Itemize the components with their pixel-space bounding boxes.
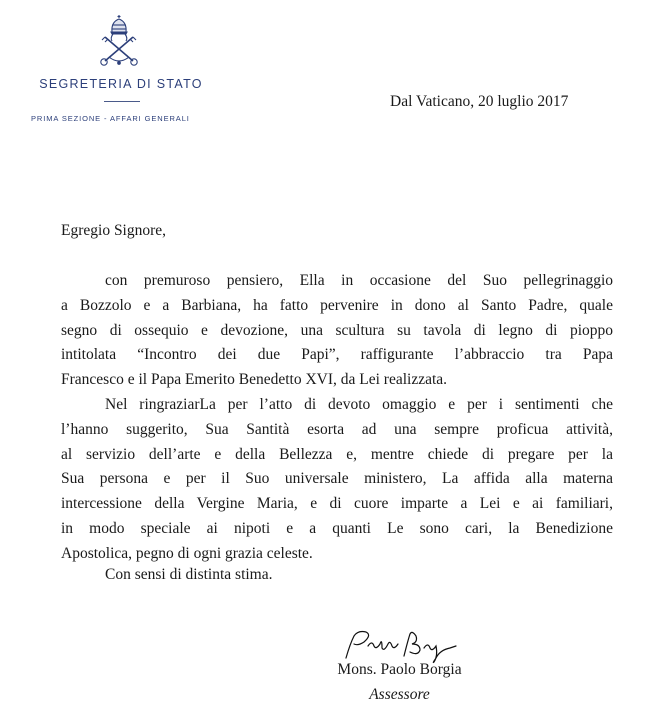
- signer-title: Assessore: [369, 686, 430, 703]
- paragraph-line: Francesco e il Papa Emerito Benedetto XVI, da Lei realizzata.: [61, 371, 448, 389]
- handwritten-signature: [340, 626, 460, 666]
- paragraph-line: al servizio dell’arte e della Bellezza e, mentre chiede di pregare per la: [61, 445, 613, 463]
- letterhead-divider: [104, 101, 140, 102]
- paragraph-1: [61, 269, 613, 393]
- signer-name: Mons. Paolo Borgia: [337, 661, 462, 678]
- letter-date: Dal Vaticano, 20 luglio 2017: [390, 93, 569, 110]
- paragraph-line: l’hanno suggerito, Sua Santità esorta ad una sempre proficua attività,: [61, 420, 613, 438]
- paragraph-line: a Bozzolo e a Barbiana, ha fatto pervenire in dono al Santo Padre, quale: [61, 296, 613, 314]
- paragraph-line: intercessione della Vergine Maria, e di cuore imparte a Lei e ai familiari,: [61, 495, 613, 513]
- paragraph-line: intitolata “Incontro dei due Papi”, raffigurante l’abbraccio tra Papa: [61, 346, 613, 364]
- paragraph-line: Nel ringraziarLa per l’atto di devoto omaggio e per i sentimenti che: [105, 396, 613, 413]
- salutation: Egregio Signore,: [61, 222, 167, 239]
- paragraph-2: [61, 393, 613, 567]
- office-section: PRIMA SEZIONE - AFFARI GENERALI: [31, 114, 190, 123]
- paragraph-line: in modo speciale ai nipoti e a quanti Le sono cari, la Benedizione: [61, 519, 613, 537]
- keys-and-tiara-emblem-icon: [97, 13, 141, 67]
- paragraph-line: con premuroso pensiero, Ella in occasione del Suo pellegrinaggio: [105, 272, 613, 289]
- closing-line: Con sensi di distinta stima.: [105, 566, 273, 583]
- office-name: SEGRETERIA DI STATO: [39, 77, 203, 91]
- paragraph-line: Apostolica, pegno di ogni grazia celeste.: [61, 544, 313, 562]
- paragraph-line: segno di ossequio e devozione, una scultura su tavola di legno di pioppo: [61, 321, 613, 339]
- paragraph-line: Sua persona e per il Suo universale ministero, La affida alla materna: [61, 470, 613, 488]
